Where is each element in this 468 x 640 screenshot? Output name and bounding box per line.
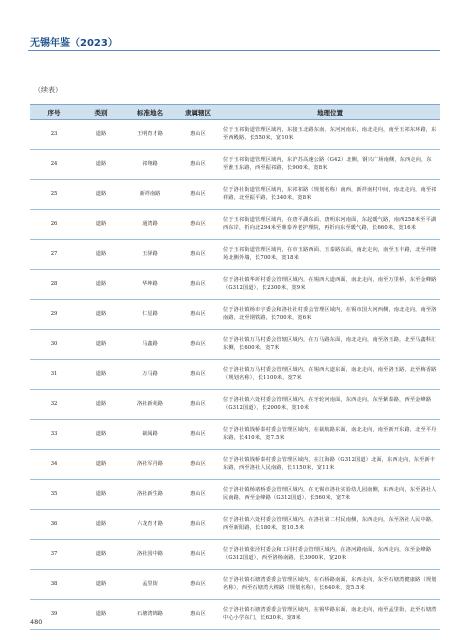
table-row	[30, 240, 440, 270]
header-name: 标准地名	[124, 105, 176, 120]
row-district: 惠山区	[176, 240, 220, 270]
row-district: 惠山区	[176, 540, 220, 570]
continued-label: （续表）	[34, 86, 62, 94]
header-district: 隶属辖区	[176, 105, 220, 120]
table-row	[30, 450, 440, 480]
row-place-name: 仁星路	[124, 300, 176, 330]
row-location: 位于玉祁街道管理区域内，东沪苏高速公路（G42）北侧，钢兴广场南侧，东西走向，东至淮玉东路，西至振祁路，长900米，宽8米	[220, 150, 440, 180]
table-row	[30, 330, 440, 360]
row-type: 道路	[78, 390, 124, 420]
row-number: 29	[30, 300, 78, 330]
row-district: 惠山区	[176, 150, 220, 180]
row-number: 34	[30, 450, 78, 480]
table-row	[30, 390, 440, 420]
row-place-name: 孟里街	[124, 570, 176, 600]
row-type: 道路	[78, 210, 124, 240]
row-district: 惠山区	[176, 390, 220, 420]
row-place-name: 六龙育才路	[124, 510, 176, 540]
row-location: 位于洛社街道管理区域内，东祁祁路（规划名称）南西，新祥南村中间，南北走向，南至祁祥路，北至振平路，长340米，宽8米	[220, 180, 440, 210]
row-number: 35	[30, 480, 78, 510]
header-divider	[28, 50, 440, 51]
row-place-name: 王明育才路	[124, 120, 176, 150]
row-district: 惠山区	[176, 120, 220, 150]
row-number: 26	[30, 210, 78, 240]
row-type: 道路	[78, 540, 124, 570]
row-type: 道路	[78, 240, 124, 270]
row-place-name: 玉驿路	[124, 240, 176, 270]
table-row	[30, 150, 440, 180]
row-type: 道路	[78, 270, 124, 300]
row-location: 位于玉祁街道管理区域内，在市玉路西面、玉泰路东面，南北走向，南至玉丰路，北至祥隆苑北侧外墙，长700米，宽18米	[220, 240, 440, 270]
row-number: 31	[30, 360, 78, 390]
table-header-row	[30, 105, 440, 120]
yearbook-title: 无锡年鉴（2023）	[30, 38, 118, 49]
row-location: 位于洛社镇钱桥泰村委会管理区域内，在江海路（G312国道）北面，东西走向，东至新丰东路，西至洛社人民南路，长1150米，宽11米	[220, 450, 440, 480]
row-location: 位于洛社镇张泾村委会和工同村委会管理区域内，在洛河路南面，东西走向，东至金峰路（G312国道），西至洛杨南路，长3900米，宽20米	[220, 540, 440, 570]
table-row	[30, 210, 440, 240]
row-place-name: 万马路	[124, 360, 176, 390]
row-district: 惠山区	[176, 360, 220, 390]
row-number: 37	[30, 540, 78, 570]
row-number: 25	[30, 180, 78, 210]
row-type: 道路	[78, 510, 124, 540]
row-place-name: 祁翔路	[124, 150, 176, 180]
row-district: 惠山区	[176, 300, 220, 330]
row-number: 38	[30, 570, 78, 600]
header-type: 类别	[78, 105, 124, 120]
row-district: 惠山区	[176, 450, 220, 480]
row-district: 惠山区	[176, 420, 220, 450]
row-district: 惠山区	[176, 570, 220, 600]
table-row	[30, 510, 440, 540]
row-type: 道路	[78, 480, 124, 510]
row-type: 道路	[78, 600, 124, 630]
row-place-name: 华坤路	[124, 270, 176, 300]
row-district: 惠山区	[176, 600, 220, 630]
row-type: 道路	[78, 360, 124, 390]
row-district: 惠山区	[176, 480, 220, 510]
row-district: 惠山区	[176, 330, 220, 360]
row-number: 23	[30, 120, 78, 150]
row-district: 惠山区	[176, 270, 220, 300]
table-row	[30, 540, 440, 570]
row-location: 位于洛社镇石塘湾委委会管理区域内，在锡华路东面，南北走向，南至孟里街，北至石塘湾中心小学东门，长630米，宽8米	[220, 600, 440, 630]
row-number: 30	[30, 330, 78, 360]
row-location: 位于洛社镇万马村委会管理区域内，在锡西大道东面，南北走向，南至洛玉路，北至梅香路（规划名称），长1100米，宽7米	[220, 360, 440, 390]
row-district: 惠山区	[176, 180, 220, 210]
row-type: 道路	[78, 450, 124, 480]
row-type: 道路	[78, 570, 124, 600]
row-location: 位于洛社镇杨诸桥委会管理区域内，在无锡市洛社实验幼儿园南侧，东西走向，东至洛社人民南路，西至金峰路（G312国道），长560米，宽7米	[220, 480, 440, 510]
row-location: 位于洛社镇万马村委会管辖区域内，在万马路东面，南北走向，南至洛玉路，北至马鑫科汇东侧，长600米，宽7米	[220, 330, 440, 360]
row-location: 位于洛社镇六处村委会管理区域内，在牙轮河南面，东西走向，东至紫泰路，西至金峰路（G312国道），长2000米，宽10米	[220, 390, 440, 420]
table-row	[30, 180, 440, 210]
row-location: 位于洛社镇石塘湾委委会管理区域内，在石桥路南面，东西走向，东至石塘湾健康路（规划名称），西至石塘湾大棒路（规划名称），长640米，宽5.5米	[220, 570, 440, 600]
table-row	[30, 270, 440, 300]
header-location: 地理位置	[220, 105, 440, 120]
row-location: 位于玉祁街道管理区域内，在唐平湖东面、唐明东河南面，东起暖气路，南西258米至平湖西东岸，折向北294米至鼎泰养老护理院，再折向东至暖气路，长660米，宽16米	[220, 210, 440, 240]
row-place-name: 裁阅路	[124, 420, 176, 450]
row-place-name: 通湾路	[124, 210, 176, 240]
row-type: 道路	[78, 300, 124, 330]
place-name-table	[30, 104, 440, 630]
row-type: 道路	[78, 120, 124, 150]
row-number: 39	[30, 600, 78, 630]
row-location: 位于洛社镇六处村委会管理区域内，在洛社第二村民南侧，东西走向，东至洛社人民中路，西至新阳路，长180米，宽10.5米	[220, 510, 440, 540]
row-number: 28	[30, 270, 78, 300]
table-row	[30, 120, 440, 150]
row-place-name: 洛社新生路	[124, 480, 176, 510]
row-type: 道路	[78, 420, 124, 450]
row-location: 位于洛社镇杨市宇委会和洛社社村委会管理区域内，在锡市国大河西侧，南北走向，南至洛南路，北至钢铁路，长700米，宽6米	[220, 300, 440, 330]
row-number: 32	[30, 390, 78, 420]
row-place-name: 洛社军丹路	[124, 450, 176, 480]
page-number: 480	[30, 618, 43, 626]
row-type: 道路	[78, 330, 124, 360]
row-location: 位于洛社镇华圻村委会管理区域内，在锡西大道西面，南北走向，南至万里桥，东至金峰路（G312国道），长2300米，宽9米	[220, 270, 440, 300]
row-number: 33	[30, 420, 78, 450]
row-location: 位于玉祁街道管理区域内，东接玉北路东南、东河河南东，南北走向，南至玉祁东环路，东至西殿路，长550米，宽10米	[220, 120, 440, 150]
row-place-name: 石塘湾锦路	[124, 600, 176, 630]
row-district: 惠山区	[176, 210, 220, 240]
table-row	[30, 570, 440, 600]
row-place-name: 新祥南路	[124, 180, 176, 210]
row-place-name: 马鑫路	[124, 330, 176, 360]
row-type: 道路	[78, 180, 124, 210]
row-place-name: 洛社新苑路	[124, 390, 176, 420]
table-row	[30, 420, 440, 450]
row-place-name: 洛社国中路	[124, 540, 176, 570]
table-row	[30, 600, 440, 630]
table-row	[30, 360, 440, 390]
row-type: 道路	[78, 150, 124, 180]
row-number: 24	[30, 150, 78, 180]
row-number: 27	[30, 240, 78, 270]
row-location: 位于洛社镇钱桥泰村委会管理区域内，在裁航路东面，南北走向，南至新开东路，北至平丹东路，长410米，宽7.5米	[220, 420, 440, 450]
table-row	[30, 300, 440, 330]
table-row	[30, 480, 440, 510]
header-no: 序号	[30, 105, 78, 120]
row-district: 惠山区	[176, 510, 220, 540]
row-number: 36	[30, 510, 78, 540]
